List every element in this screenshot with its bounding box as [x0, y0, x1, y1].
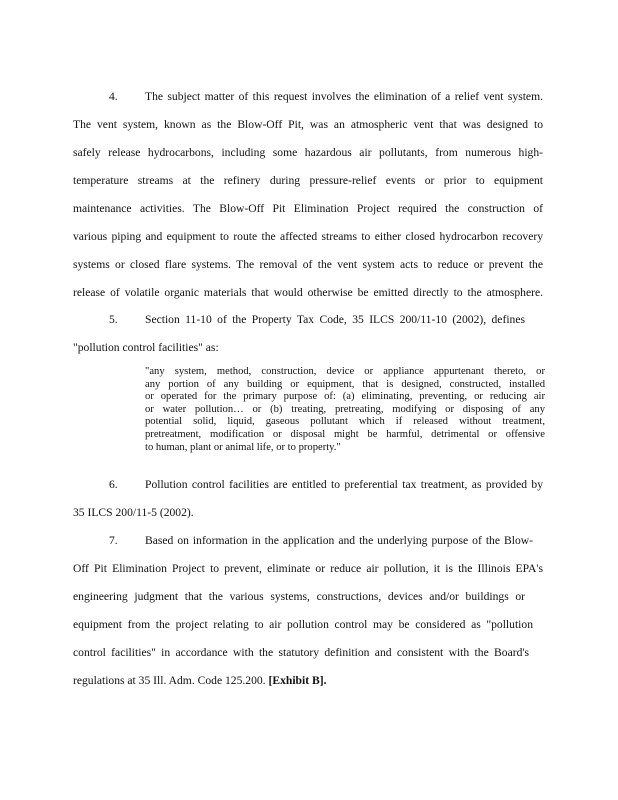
exhibit-reference: [Exhibit B]. — [268, 674, 327, 687]
paragraph-4-line: safely release hydrocarbons, including some hazardous air pollutants, from numerous high- — [73, 146, 543, 159]
paragraph-7-last-line — [73, 674, 326, 688]
paragraph-6-number: 6. — [109, 478, 118, 491]
paragraph-5-line: Section 11-10 of the Property Tax Code, 35 ILCS 200/11-10 (2002), defines — [145, 313, 525, 326]
paragraph-4-line: temperature streams at the refinery during pressure-relief events or prior to equipment — [73, 174, 543, 187]
quote-line: or operated for the primary purpose of: (a) eliminating, preventing, or reducing air — [145, 391, 545, 403]
paragraph-4-line: The vent system, known as the Blow-Off Pit, was an atmospheric vent that was designed to — [73, 118, 543, 131]
paragraph-4-number: 4. — [109, 90, 118, 103]
paragraph-7-number: 7. — [109, 534, 118, 547]
paragraph-4-line: systems or closed flare systems. The removal of the vent system acts to reduce or prevent the — [73, 258, 543, 271]
quote-line: pretreatment, modification or disposal might be harmful, detrimental or offensive — [145, 428, 545, 440]
quote-line: "any system, method, construction, device or appliance appurtenant thereto, or — [145, 366, 545, 377]
paragraph-4-line: maintenance activities. The Blow-Off Pit Elimination Project required the construction of — [73, 202, 543, 215]
paragraph-4-line: release of volatile organic materials that would otherwise be emitted directly to the atmosphere. — [73, 286, 543, 299]
paragraph-4-line: various piping and equipment to route the affected streams to either closed hydrocarbon recovery — [73, 230, 543, 243]
paragraph-7-line: regulations at 35 Ill. Adm. Code 125.200. — [73, 674, 266, 687]
paragraph-5-line: "pollution control facilities" as: — [73, 341, 219, 354]
quote-line: any portion of any building or equipment, that is designed, constructed, installed — [145, 378, 545, 390]
paragraph-7-line: Based on information in the application and the underlying purpose of the Blow- — [145, 534, 533, 547]
paragraph-6-line: 35 ILCS 200/11-5 (2002). — [73, 506, 194, 519]
quote-line: to human, plant or animal life, or to property." — [145, 441, 341, 453]
quote-line: or water pollution… or (b) treating, pretreating, modifying or disposing of any — [145, 403, 545, 415]
quote-line: potential solid, liquid, gaseous pollutant which if released without treatment, — [145, 416, 545, 428]
paragraph-7-line: control facilities" in accordance with the statutory definition and consistent with the Board's — [73, 646, 529, 659]
paragraph-7-line: Off Pit Elimination Project to prevent, eliminate or reduce air pollution, it is the Illinois EPA's — [73, 562, 543, 575]
paragraph-4-line: The subject matter of this request involves the elimination of a relief vent system. — [145, 90, 543, 103]
statutory-definition-quote — [145, 366, 545, 454]
paragraph-7-line: engineering judgment that the various systems, constructions, devices and/or buildings or — [73, 590, 525, 603]
paragraph-5-number: 5. — [109, 313, 118, 326]
paragraph-6-line: Pollution control facilities are entitled to preferential tax treatment, as provided by — [145, 478, 543, 491]
paragraph-7-line: equipment from the project relating to air pollution control may be considered as "pollution — [73, 618, 533, 631]
